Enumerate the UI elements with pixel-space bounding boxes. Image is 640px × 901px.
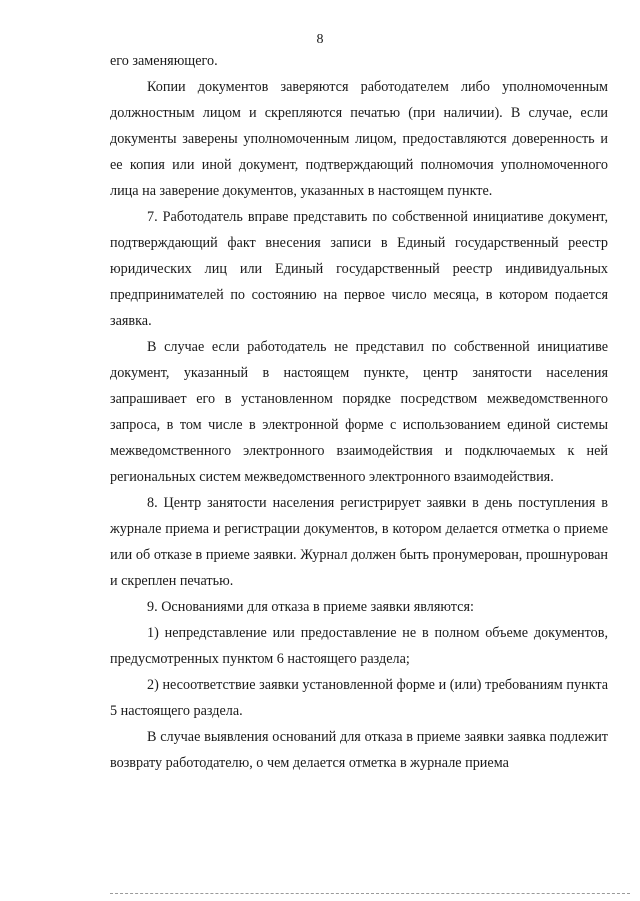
page-number: 8 [316, 32, 324, 47]
paragraph-item-8: 8. Центр занятости населения регистрирует заявки в день поступления в журнале приема и регистрации документов, в котором делается отметка о приеме или об отказе в приеме заявки. Журнал должен быть пронумерован, прошнурован и скреплен печатью. [110, 495, 608, 589]
paragraph-copies-certification: Копии документов заверяются работодателем либо уполномоченным должностным лицом и скрепляются печатью (при наличии). В случае, если документы заверены уполномоченным лицом, предоставляются доверенность и ее копия или иной документ, подтверждающий полномочия уполномоченного лица на заверение документов, указанных в настоящем пункте. [110, 79, 608, 199]
paragraph-item-9-2: 2) несоответствие заявки установленной форме и (или) требованиям пункта 5 настоящего раздела. [110, 677, 608, 719]
paragraph-continuation: его заменяющего. [110, 53, 218, 69]
paragraph-item-7: 7. Работодатель вправе представить по собственной инициативе документ, подтверждающий факт внесения записи в Единый государственный реестр юридических лиц или Единый государственный реестр индивидуальных предпринимателей по состоянию на первое число месяца, в котором подается заявка. [110, 209, 608, 329]
page-bottom-edge [110, 893, 630, 894]
document-body [110, 48, 608, 776]
paragraph-refusal-return: В случае выявления оснований для отказа в приеме заявки заявка подлежит возврату работодателю, о чем делается отметка в журнале приема [110, 729, 608, 771]
paragraph-item-9: 9. Основаниями для отказа в приеме заявки являются: [147, 599, 474, 615]
paragraph-item-9-1: 1) непредставление или предоставление не в полном объеме документов, предусмотренных пунктом 6 настоящего раздела; [110, 625, 608, 667]
paragraph-interagency-request: В случае если работодатель не представил по собственной инициативе документ, указанный в настоящем пункте, центр занятости населения запрашивает его в установленном порядке посредством межведомственного запроса, в том числе в электронной форме с использованием единой системы межведомственного электронного взаимодействия и подключаемых к ней региональных систем межведомственного электронного взаимодействия. [110, 339, 608, 485]
